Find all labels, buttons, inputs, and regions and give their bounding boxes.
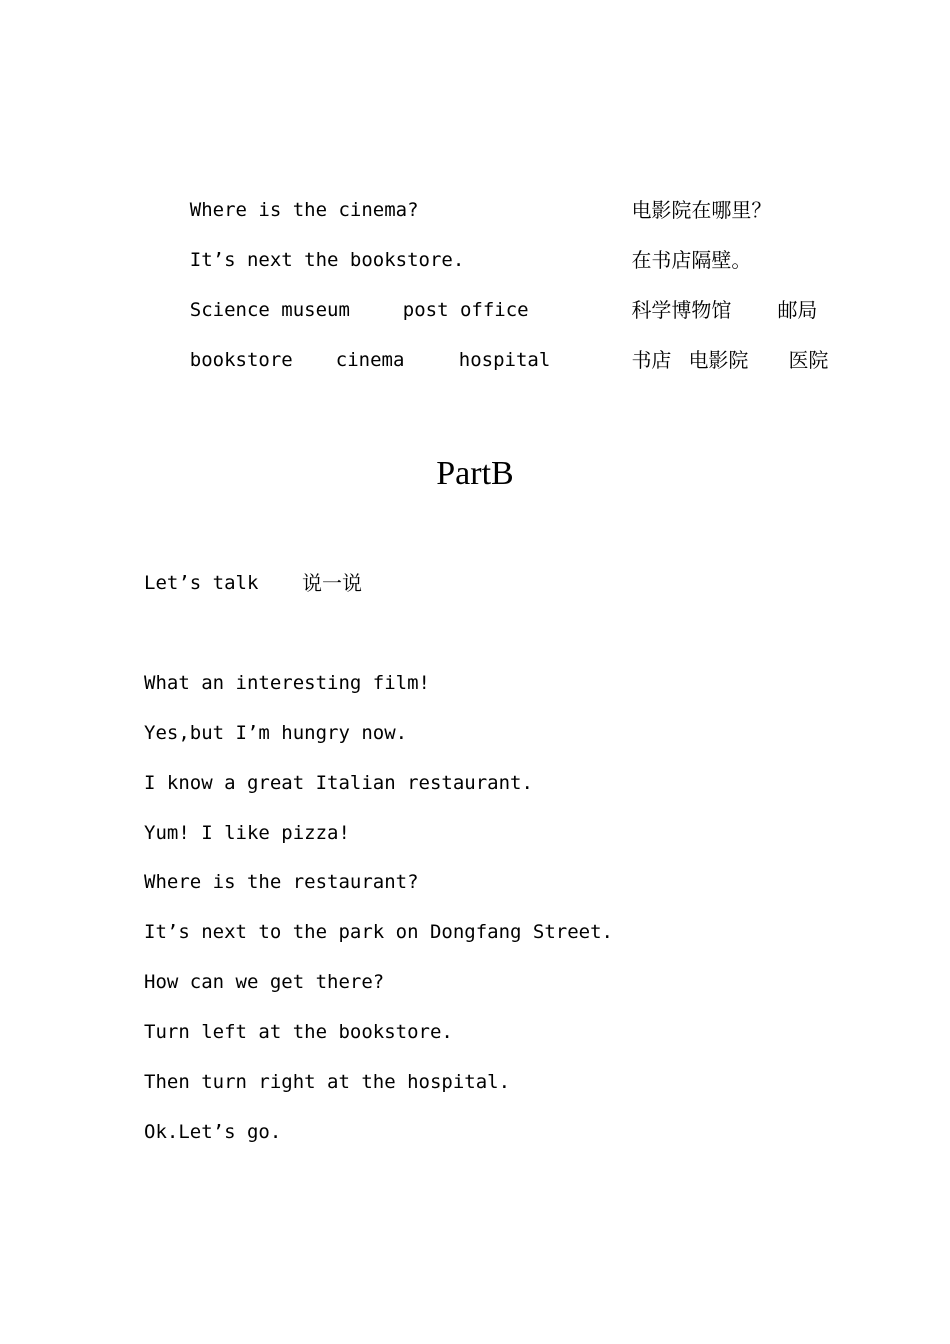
vocab-row-4-en-b [290,324,404,396]
dialogue-line-9: Then turn right at the hospital. [144,1071,511,1093]
vocab-translation-bookstore: 书店 [631,348,672,372]
dialogue-line-5: Where is the restaurant? [144,871,419,893]
vocab-sentence-where-is-cinema: Where is the cinema? [189,199,419,221]
dialogue-line-4: Yum! I like pizza! [144,822,350,844]
vocab-word-bookstore: bookstore [189,349,293,371]
vocab-translation-hospital: 医院 [788,348,829,372]
section-subtitle-cn: 说一说 [302,571,362,595]
vocab-row-4-cn-c [763,324,828,396]
dialogue-line-2: Yes,but I’m hungry now. [144,722,408,744]
dialogue-line-10: Ok.Let’s go. [144,1121,282,1143]
vocab-translation-next-bookstore: 在书店隔壁。 [631,248,752,272]
vocab-sentence-next-bookstore: It’s next the bookstore. [189,249,465,271]
section-subtitle-en: Let’s talk [144,572,259,594]
vocab-row-4-cn [606,324,671,396]
vocab-word-post-office: post office [402,299,529,321]
dialogue-line-6: It’s next to the park on Dongfang Street. [144,921,613,943]
vocab-row-4-cn-b [663,324,748,396]
section-title: PartB [436,455,514,492]
vocab-row-4-en [144,324,293,396]
dialogue-line-8: Turn left at the bookstore. [144,1021,453,1043]
vocab-word-cinema: cinema [335,349,405,371]
vocab-word-hospital: hospital [458,349,551,371]
dialogue-line-7: How can we get there? [144,971,385,993]
vocab-translation-science-museum: 科学博物馆 [631,298,732,322]
vocab-translation-where-is-cinema: 电影院在哪里？ [631,198,772,222]
vocab-translation-cinema: 电影院 [688,348,749,372]
dialogue-line-1: What an interesting film! [144,672,430,694]
vocab-row-4-en-c [413,324,550,396]
vocab-translation-post-office: 邮局 [777,298,818,322]
vocab-word-science-museum: Science museum [189,299,350,321]
dialogue-line-3: I know a great Italian restaurant. [144,772,533,794]
